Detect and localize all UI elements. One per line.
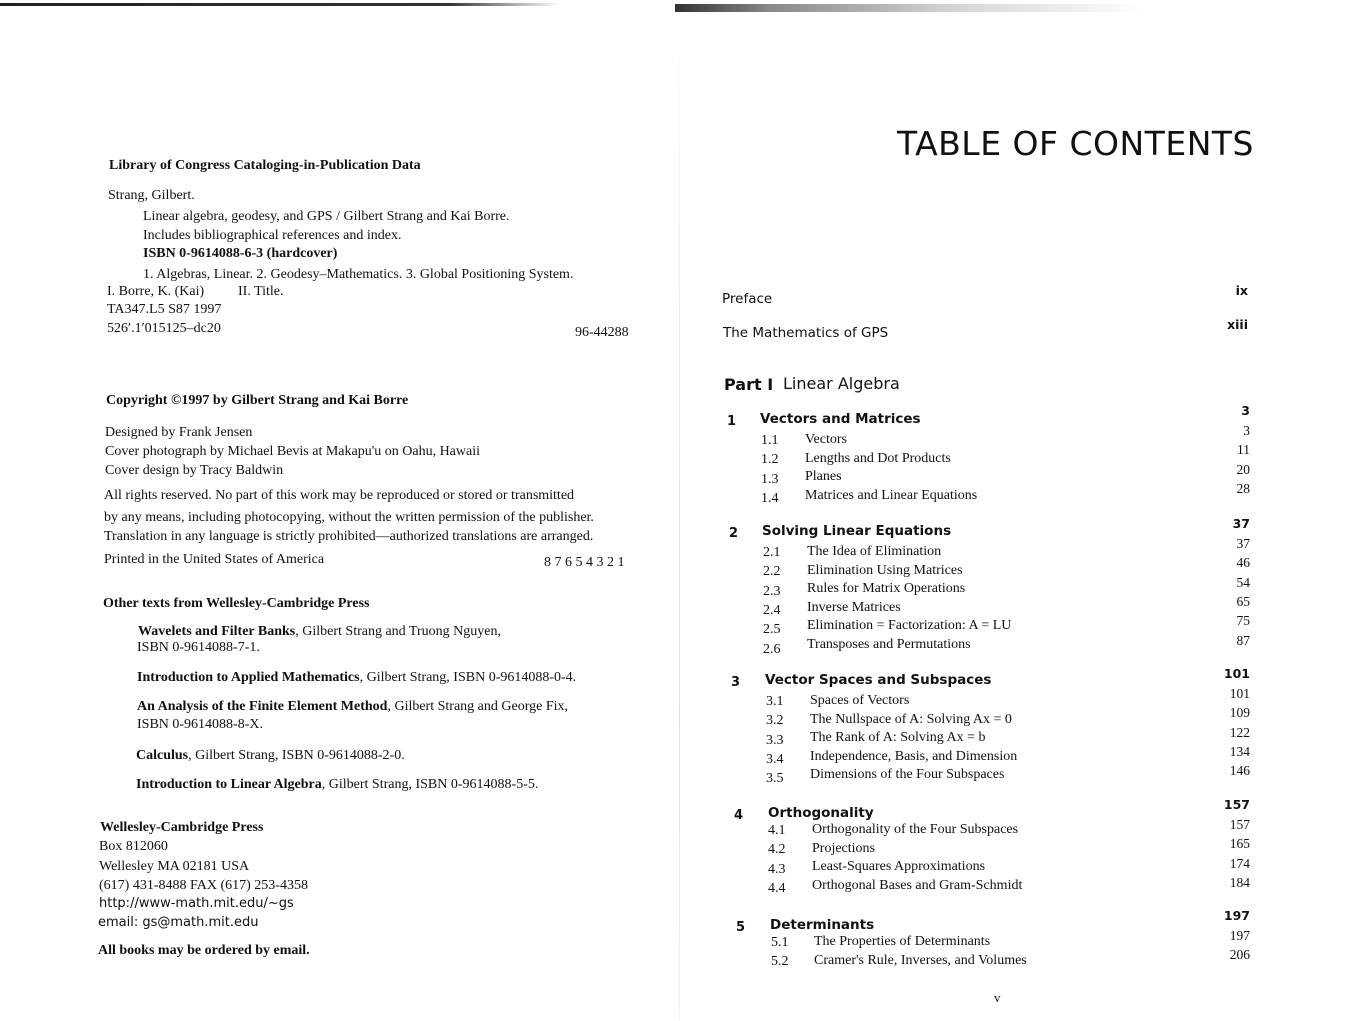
toc-part-title: Linear Algebra [783,374,900,393]
publisher-city: Wellesley MA 02181 USA [99,859,250,874]
cip-heading: Library of Congress Cataloging-in-Publication Data [109,158,421,173]
toc-chapter-page: 37 [1232,516,1250,531]
toc-section-number: 1.2 [761,452,779,468]
cover-photo-credit: Cover photograph by Michael Bevis at Makapu'u on Oahu, Hawaii [105,444,480,459]
toc-chapter-title: Vectors and Matrices [760,411,921,427]
toc-section-number: 3.2 [766,713,784,729]
toc-section-title: Dimensions of the Four Subspaces [810,767,1005,783]
scan-edge-left [0,3,560,6]
toc-section-title: Projections [812,840,875,856]
toc-section-page: 101 [1229,686,1250,701]
scan-edge-right [675,4,1145,12]
toc-section-page: 11 [1237,442,1250,458]
toc-section-page: 157 [1229,817,1250,832]
toc-section-number: 3.4 [766,751,784,767]
toc-section-page: 174 [1229,855,1250,871]
copyright-line: Copyright ©1997 by Gilbert Strang and Kai Borre [106,393,409,408]
toc-section-page: 184 [1229,874,1250,890]
toc-section-number: 2.2 [763,564,781,580]
book-entry [137,670,576,686]
publisher-web: http://www-math.mit.edu/~gs [99,896,294,911]
toc-chapter-title: Solving Linear Equations [762,523,952,539]
toc-section-number: 1.4 [761,490,779,506]
toc-part-label: Part I [724,375,774,394]
toc-chapter-page: 101 [1223,666,1250,681]
book-title: Calculus [136,748,189,763]
book-gutter [679,20,680,1020]
toc-section-page: 197 [1229,928,1250,943]
book-isbn: ISBN 0-9614088-8-X. [137,717,263,732]
publisher-box: Box 812060 [99,839,168,854]
book-details: , Gilbert Strang and Truong Nguyen, [295,624,501,639]
toc-preface-page: ix [1235,283,1248,298]
book-title: An Analysis of the Finite Element Method [137,699,388,714]
toc-section-title: Planes [805,469,842,485]
toc-section-title: Transposes and Permutations [807,637,971,652]
toc-section-page: 37 [1236,536,1250,551]
toc-section-title: Orthogonality of the Four Subspaces [812,822,1019,837]
book-title: Introduction to Applied Mathematics [137,670,360,685]
printing-numbers: 8 7 6 5 4 3 2 1 [544,555,625,570]
toc-section-page: 28 [1236,480,1250,496]
toc-section-page: 65 [1236,593,1250,609]
toc-chapter-number: 5 [736,920,746,935]
toc-section-title: Spaces of Vectors [810,693,910,708]
cip-number: 96-44288 [575,325,629,340]
toc-section-page: 75 [1236,613,1250,629]
book-isbn: ISBN 0-9614088-7-1. [137,640,260,655]
book-entry [137,699,568,715]
toc-section-number: 3.5 [766,771,784,787]
toc-section-number: 1.3 [761,471,779,487]
toc-section-title: Orthogonal Bases and Gram-Schmidt [812,877,1023,893]
toc-section-page: 134 [1229,743,1250,759]
toc-section-page: 87 [1236,632,1250,648]
toc-section-page: 109 [1229,705,1250,721]
toc-section-page: 20 [1236,461,1250,477]
rights-line-2: by any means, including photocopying, without the written permission of the publisher. [104,510,594,525]
book-details: , Gilbert Strang, ISBN 0-9614088-0-4. [359,670,577,685]
order-note: All books may be ordered by email. [98,943,310,958]
cip-dewey: 526′.1′015125–dc20 [107,321,221,336]
toc-section-title: Least-Squares Approximations [812,859,986,875]
book-entry [136,777,538,793]
toc-section-page: 46 [1236,555,1250,571]
toc-section-page: 165 [1229,836,1250,852]
publisher-email: email: gs@math.mit.edu [98,915,259,930]
toc-section-title: Rules for Matrix Operations [807,581,966,597]
designed-by: Designed by Frank Jensen [105,425,253,440]
toc-section-number: 3.1 [766,694,784,709]
toc-chapter-number: 4 [734,808,744,823]
toc-section-page: 54 [1236,574,1250,590]
page-folio: v [994,990,1001,1005]
cip-added-entry-a: I. Borre, K. (Kai) [107,284,205,299]
cip-lc-number: TA347.L5 S87 1997 [107,302,222,317]
toc-math-gps: The Mathematics of GPS [723,325,889,341]
publisher-phone: (617) 431-8488 FAX (617) 253-4358 [99,878,308,893]
toc-section-title: Inverse Matrices [807,599,901,615]
toc-chapter-number: 3 [731,675,741,690]
toc-chapter-page: 3 [1241,403,1250,418]
book-details: , Gilbert Strang, ISBN 0-9614088-5-5. [321,777,539,792]
toc-section-title: Elimination Using Matrices [807,562,963,578]
toc-section-number: 2.5 [763,622,781,638]
book-entry [138,624,501,640]
toc-section-title: Matrices and Linear Equations [805,487,978,503]
toc-section-number: 2.3 [763,583,781,599]
publisher-name: Wellesley-Cambridge Press [100,820,264,835]
cip-added-entry-b: II. Title. [238,284,284,299]
toc-section-number: 2.1 [763,545,781,560]
cover-design-credit: Cover design by Tracy Baldwin [105,463,284,478]
toc-section-number: 4.2 [768,842,786,858]
cip-isbn: ISBN 0-9614088-6-3 (hardcover) [143,246,338,261]
toc-section-page: 3 [1243,423,1250,438]
toc-section-title: The Nullspace of A: Solving Ax = 0 [810,711,1012,727]
toc-section-number: 5.1 [771,935,789,950]
toc-chapter-page: 197 [1223,908,1250,923]
toc-section-title: The Rank of A: Solving Ax = b [810,730,986,746]
book-title: Wavelets and Filter Banks [138,624,296,639]
book-details: , Gilbert Strang and George Fix, [387,699,568,714]
toc-section-page: 146 [1229,763,1250,779]
toc-section-title: The Idea of Elimination [807,544,942,559]
toc-section-number: 5.2 [771,954,789,970]
toc-section-number: 4.3 [768,861,786,877]
toc-chapter-number: 1 [727,414,737,429]
toc-section-page: 122 [1229,724,1250,740]
toc-math-gps-page: xiii [1227,317,1248,332]
toc-section-number: 3.3 [766,732,784,748]
toc-section-number: 2.6 [763,641,781,657]
toc-chapter-title: Vector Spaces and Subspaces [765,672,992,688]
toc-section-number: 4.4 [768,880,786,896]
toc-section-page: 206 [1229,947,1250,963]
toc-title: TABLE OF CONTENTS [897,124,1254,163]
toc-section-title: The Properties of Determinants [814,934,991,949]
book-entry [136,748,405,764]
toc-section-title: Elimination = Factorization: A = LU [807,618,1012,634]
toc-chapter-number: 2 [729,526,739,541]
toc-section-number: 2.4 [763,602,781,618]
book-title: Introduction to Linear Algebra [136,777,322,792]
toc-section-title: Vectors [805,432,847,447]
other-texts-heading: Other texts from Wellesley-Cambridge Press [103,596,370,611]
toc-section-title: Cramer's Rule, Inverses, and Volumes [814,952,1027,968]
toc-section-title: Lengths and Dot Products [805,450,951,466]
toc-preface: Preface [722,291,773,307]
cip-author: Strang, Gilbert. [108,188,195,203]
toc-section-number: 1.1 [761,433,779,448]
rights-line-3: Translation in any language is strictly prohibited—authorized translations are arranged. [104,529,594,544]
rights-line-1: All rights reserved. No part of this work may be reproduced or stored or transmitted [104,488,575,503]
toc-chapter-page: 157 [1223,797,1250,812]
cip-includes: Includes bibliographical references and index. [143,228,402,243]
toc-section-number: 4.1 [768,823,786,838]
cip-subjects: 1. Algebras, Linear. 2. Geodesy–Mathematics. 3. Global Positioning System. [143,267,574,282]
book-details: , Gilbert Strang, ISBN 0-9614088-2-0. [188,748,405,763]
printed-in: Printed in the United States of America [104,552,325,567]
toc-chapter-title: Orthogonality [768,805,874,821]
cip-title: Linear algebra, geodesy, and GPS / Gilbert Strang and Kai Borre. [143,209,510,224]
toc-chapter-title: Determinants [770,917,875,933]
toc-section-title: Independence, Basis, and Dimension [810,748,1018,764]
